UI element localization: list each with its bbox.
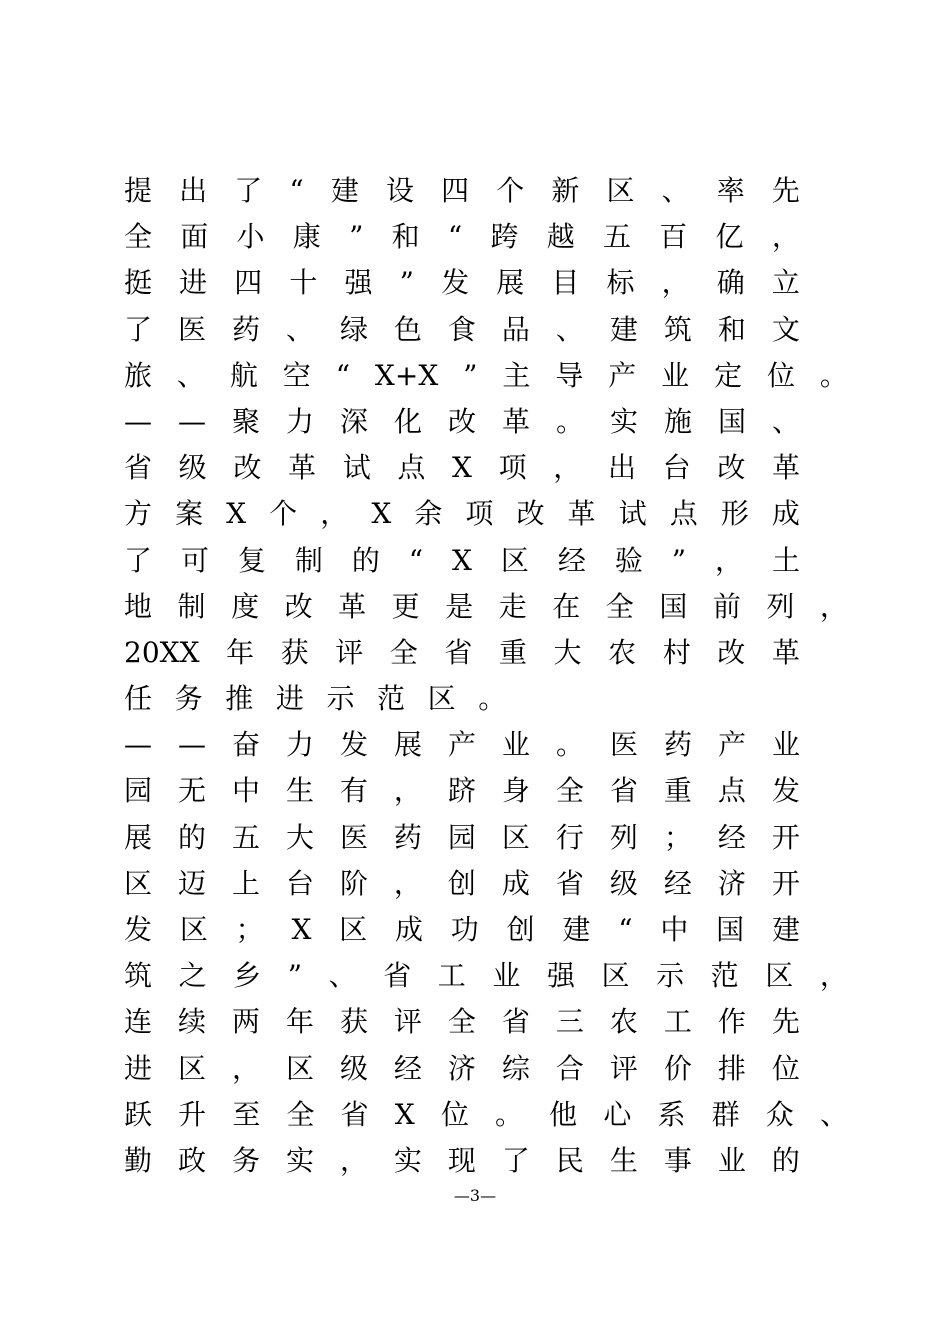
text-line: 方 案 X 个 ， X 余 项 改 革 试 点 形 成 <box>124 497 800 531</box>
page-number: —3— <box>453 1186 497 1205</box>
text-line: 连 续 两 年 获 评 全 省 三 农 工 作 先 <box>124 1005 800 1039</box>
text-line: 跃 升 至 全 省 X 位 。 他 心 系 群 众 、 <box>124 1097 848 1131</box>
text-line: 全 面 小 康 ” 和 “ 跨 越 五 百 亿 ， <box>124 220 800 254</box>
text-line: 筑 之 乡 ” 、 省 工 业 强 区 示 范 区 ， <box>124 959 848 993</box>
text-line: — — 奋 力 发 展 产 业 。 医 药 产 业 <box>124 728 800 762</box>
text-line: 勤 政 务 实 ， 实 现 了 民 生 事 业 的 <box>124 1143 800 1177</box>
text-line: 旅 、 航 空 “ X+X ” 主 导 产 业 定 位 。 <box>124 358 848 392</box>
text-line: 地 制 度 改 革 更 是 走 在 全 国 前 列 ， <box>124 589 848 623</box>
text-line: 园 无 中 生 有 ， 跻 身 全 省 重 点 发 <box>124 774 800 808</box>
text-line: 了 医 药 、 绿 色 食 品 、 建 筑 和 文 <box>124 312 800 346</box>
text-line: 展 的 五 大 医 药 园 区 行 列 ； 经 开 <box>124 820 800 854</box>
text-line: 任 务 推 进 示 范 区 。 <box>124 682 507 716</box>
text-line: — — 聚 力 深 化 改 革 。 实 施 国 、 <box>124 404 800 438</box>
text-line: 挺 进 四 十 强 ” 发 展 目 标 ， 确 立 <box>124 266 800 300</box>
text-line: 发 区 ； X 区 成 功 创 建 “ 中 国 建 <box>124 913 800 946</box>
body-text <box>124 168 848 1184</box>
text-line: 了 可 复 制 的 “ X 区 经 验 ” ， 土 <box>124 543 800 577</box>
text-line: 省 级 改 革 试 点 X 项 ， 出 台 改 革 <box>124 451 800 485</box>
text-line: 区 迈 上 台 阶 ， 创 成 省 级 经 济 开 <box>124 866 800 900</box>
text-line: 20XX 年 获 评 全 省 重 大 农 村 改 革 <box>124 635 800 669</box>
text-line: 进 区 ， 区 级 经 济 综 合 评 价 排 位 <box>124 1051 800 1085</box>
text-line: 提 出 了 “ 建 设 四 个 新 区 、 率 先 <box>124 174 800 207</box>
